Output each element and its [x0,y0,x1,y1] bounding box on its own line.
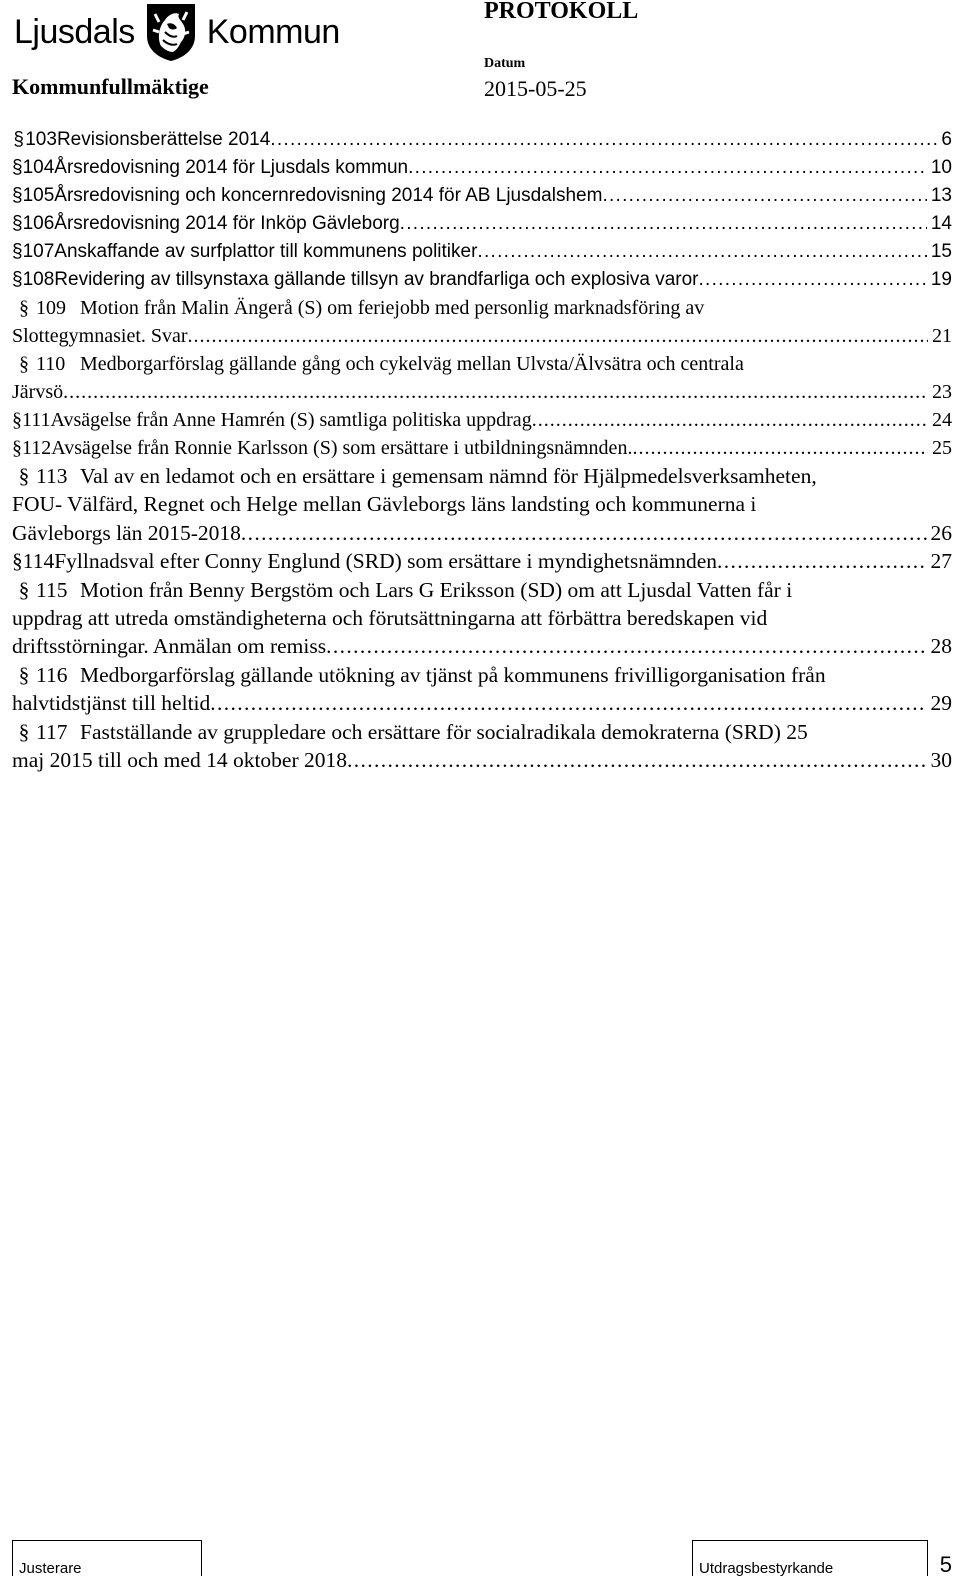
page-ref: 23 [932,381,952,403]
toc-entry-line [12,182,952,210]
toc-title-text: uppdrag att utreda omständigheterna och förutsättningarna att förbättra beredskapen vid [12,606,768,631]
toc-entry-line [12,434,952,462]
toc-entry-line [12,126,952,154]
toc-entry[interactable] [12,718,952,775]
lion-crest-icon [143,2,199,62]
toc-title-text: Medborgarförslag gällande utökning av tjänst på kommunens frivilligorganisation från [80,662,826,687]
dot-leader [241,519,927,547]
section-sign: § [19,353,29,375]
toc-entry[interactable] [12,238,952,266]
section-number: 109 [36,297,66,319]
toc-title-text: Fyllnadsval efter Conny Englund (SRD) som ersättare i myndighetsnämnden [54,549,718,574]
toc-entry-line [12,154,952,182]
page-number: 5 [939,1552,952,1577]
toc-entry-line [12,632,952,660]
municipality-logo [14,2,340,62]
page-header [0,0,960,110]
toc-entry[interactable] [12,182,952,210]
toc-title-text: Revidering av tillsynstaxa gällande tillsyn av brandfarliga och explosiva varor [54,269,699,290]
toc-entry[interactable] [12,266,952,294]
toc-entry-line [12,322,952,350]
date-label: Datum [484,56,526,71]
toc-entry[interactable] [12,294,952,350]
section-number: 108 [22,269,55,290]
toc-entry-line [12,490,952,518]
toc-entry-line [12,462,952,490]
dot-leader [408,154,927,182]
toc-entry[interactable] [12,661,952,718]
section-sign: § [19,297,29,319]
toc-entry[interactable] [12,126,952,154]
toc-entry[interactable] [12,576,952,661]
section-number: 106 [22,213,55,234]
section-sign: § [18,719,30,744]
section-number: 107 [22,241,55,262]
dot-leader [717,547,926,575]
section-number: 104 [22,157,55,178]
toc-entry[interactable] [12,154,952,182]
section-sign: § [18,662,30,687]
page-ref: 6 [941,129,952,150]
toc-title-text: Järvsö [12,381,64,403]
dot-leader [632,434,928,462]
toc-entry-line [12,406,952,434]
section-number: 113 [36,464,68,488]
toc-entry[interactable] [12,350,952,406]
dot-leader [210,689,926,717]
page-ref: 27 [930,549,952,574]
section-sign: § [18,464,30,488]
section-sign: § [12,409,22,431]
toc-title-text: Val av en ledamot och en ersättare i gemensam nämnd för Hjälpmedelsverksamheten, [80,464,817,488]
organization-name: Kommunfullmäktige [12,74,209,99]
dot-leader [63,378,928,406]
dot-leader [270,126,937,154]
toc-entry[interactable] [12,462,952,547]
page-ref: 15 [930,241,952,262]
toc-title-text: Årsredovisning 2014 för Inköp Gävleborg [54,213,400,234]
section-sign: § [12,241,23,262]
toc-entry-line [12,266,952,294]
toc-title-text: Medborgarförslag gällande gång och cykelväg mellan Ulvsta/Älvsätra och centrala [80,353,744,375]
toc-title-text: halvtidstjänst till heltid [12,691,211,716]
toc-entry[interactable] [12,210,952,238]
section-number: 111 [22,409,51,431]
dot-leader [477,238,926,266]
toc-entry-line [12,661,952,689]
toc-title-text: Avsägelse från Anne Hamrén (S) samtliga politiska uppdrag [50,409,532,431]
dot-leader [347,746,927,774]
section-sign: § [12,157,23,178]
section-number: 105 [22,185,55,206]
page-ref: 14 [930,213,952,234]
toc-title-text: maj 2015 till och med 14 oktober 2018 [12,748,347,773]
toc-entry-line [12,294,952,322]
toc-title-text: Fastställande av gruppledare och ersättare för socialradikala demokraterna (SRD) 25 [80,719,808,744]
section-sign: § [18,577,30,602]
section-number: 116 [36,662,68,687]
toc-entry-line [12,238,952,266]
toc-title-text: Slottegymnasiet. Svar [12,325,188,347]
date-value: 2015-05-25 [484,76,587,101]
logo-text-left: Ljusdals [14,13,135,51]
section-sign: § [12,437,22,459]
page-ref: 26 [930,520,952,545]
toc-entry-line [12,718,952,746]
section-sign: § [12,269,23,290]
table-of-contents [12,126,952,774]
page-ref: 19 [930,269,952,290]
section-sign: § [12,549,23,574]
toc-entry-line [12,547,952,575]
toc-entry[interactable] [12,547,952,575]
toc-entry[interactable] [12,406,952,434]
toc-entry-line [12,604,952,632]
section-sign: § [13,129,24,150]
dot-leader [188,322,928,350]
toc-title-text: Anskaffande av surfplattor till kommunens politiker [54,241,478,262]
section-number: 115 [36,577,68,602]
document-type: PROTOKOLL [484,0,639,24]
toc-entry[interactable] [12,434,952,462]
toc-entry-line [12,519,952,547]
toc-entry-line [12,576,952,604]
justerare-label: Justerare [19,1560,82,1577]
page-ref: 25 [932,437,952,459]
toc-entry-line [12,746,952,774]
toc-title-text: Motion från Benny Bergstöm och Lars G Eriksson (SD) om att Ljusdal Vatten får i [80,577,793,602]
toc-title-text: Motion från Malin Ängerå (S) om feriejobb med personlig marknadsföring av [80,297,705,319]
toc-entry-line [12,689,952,717]
page-footer [12,1540,952,1580]
toc-title-text: Årsredovisning och koncernredovisning 2014 för AB Ljusdalshem [54,185,603,206]
page-ref: 10 [930,157,952,178]
dot-leader [602,182,926,210]
page-ref: 30 [930,748,952,773]
toc-title-text: Årsredovisning 2014 för Ljusdals kommun [54,157,409,178]
utdragsbestyrkande-box [692,1540,928,1576]
page-ref: 21 [932,325,952,347]
toc-title-text: Revisionsberättelse 2014 [56,129,271,150]
section-number: 117 [36,719,68,744]
justerare-box [12,1540,202,1576]
utdragsbestyrkande-label: Utdragsbestyrkande [699,1560,834,1577]
toc-title-text: Gävleborgs län 2015-2018 [12,520,241,545]
page-ref: 29 [930,691,952,716]
section-sign: § [12,213,23,234]
section-number: 110 [36,353,66,375]
dot-leader [532,406,928,434]
logo-text-right: Kommun [206,13,340,51]
toc-entry-line [12,350,952,378]
page-ref: 28 [930,634,952,659]
dot-leader [400,210,927,238]
toc-entry-line [12,378,952,406]
toc-title-text: Avsägelse från Ronnie Karlsson (S) som ersättare i utbildningsnämnden. [51,437,633,459]
toc-title-text: FOU- Välfärd, Regnet och Helge mellan Gävleborgs läns landsting och kommunerna i [12,492,757,517]
toc-entry-line [12,210,952,238]
dot-leader [699,266,927,294]
dot-leader [326,632,926,660]
section-number: 103 [25,129,57,150]
page-ref: 13 [930,185,952,206]
section-number: 112 [22,437,52,459]
section-sign: § [12,185,23,206]
toc-title-text: driftsstörningar. Anmälan om remiss [12,634,327,659]
page-ref: 24 [932,409,952,431]
section-number: 114 [22,549,55,574]
